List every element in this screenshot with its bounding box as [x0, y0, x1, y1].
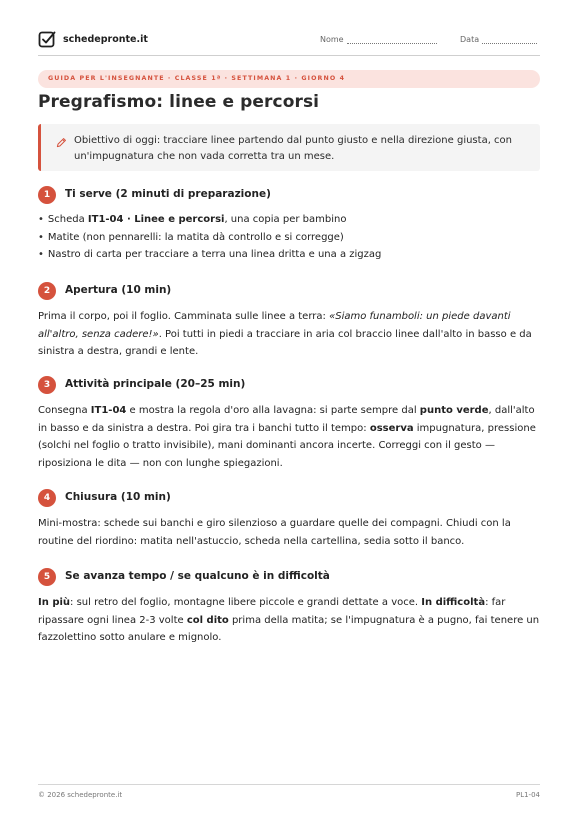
checkbox-document-icon [38, 30, 56, 48]
section-title: Chiusura (10 min) [65, 491, 171, 503]
objective-text: Obiettivo di oggi: tracciare linee partendo dal punto giusto e nella direzione giusta, con un'impugnatura che non vada corretta tra un mese. [74, 135, 513, 162]
page-header [38, 30, 540, 52]
section-title: Se avanza tempo / se qualcuno è in difficoltà [65, 570, 330, 582]
section-ti-serve [38, 186, 540, 264]
date-label: Data [460, 35, 480, 44]
footer-code: PL1-04 [515, 791, 540, 799]
header-divider [38, 55, 540, 56]
worksheet-page [38, 0, 540, 819]
section-attivita-principale [38, 376, 540, 473]
objective-box [38, 124, 540, 171]
section-number-badge: 1 [38, 186, 56, 204]
list-item: • Matite (non pennarelli: la matita dà controllo e si corregge) [38, 229, 540, 247]
section-text: Prima il corpo, poi il foglio. Camminata sulle linee a terra: «Siamo funamboli: un piede davanti all'altro, senza cadere!». Poi tutti in piedi a tracciare in aria col braccio linee dall'alto in basso e da sinistra a destra, grandi e lente. [38, 311, 532, 358]
section-text: Consegna IT1-04 e mostra la regola d'oro alla lavagna: si parte sempre dal punto verde, dall'alto in basso e da sinistra a destra. Poi gira tra i banchi tutto il tempo: osserva impugnatura, pressione (solchi nel foglio o tratto invisibile), mani dominanti ancora incerte. Correggi con il gesto — riposiziona le dita — non con lunghe spiegazioni. [38, 405, 536, 470]
guide-pill: GUIDA PER L'INSEGNANTE · CLASSE 1ª · SETTIMANA 1 · GIORNO 4 [38, 70, 540, 88]
date-field[interactable] [460, 35, 537, 44]
section-text: In più: sul retro del foglio, montagne libere piccole e grandi dettate a voce. In difficoltà: far ripassare ogni linea 2-3 volte col dito prima della matita; se l'impugnatura è a pugno, fai tenere un fazzolettino sotto anulare e mignolo. [38, 597, 540, 644]
brand-logo [38, 30, 148, 48]
section-title: Attività principale (20–25 min) [65, 378, 246, 390]
section-text: Mini-mostra: schede sui banchi e giro silenzioso a guardare quelle dei compagni. Chiudi con la routine del riordino: matita nell'astuccio, scheda nella cartellina, sedia sotto il banco. [38, 518, 511, 547]
pencil-icon [56, 137, 67, 148]
section-number-badge: 3 [38, 376, 56, 394]
name-field[interactable] [320, 35, 437, 44]
brand-name: schedepronte.it [63, 33, 148, 45]
section-chiusura [38, 489, 540, 550]
section-number-badge: 5 [38, 568, 56, 586]
footer-divider [38, 784, 540, 785]
footer-copyright: © 2026 schedepronte.it [38, 791, 123, 799]
name-line [347, 35, 437, 44]
date-line [482, 35, 537, 44]
section-title: Ti serve (2 minuti di preparazione) [65, 188, 271, 200]
section-title: Apertura (10 min) [65, 284, 172, 296]
materials-list [38, 211, 540, 264]
section-number-badge: 4 [38, 489, 56, 507]
page-title: Pregrafismo: linee e percorsi [38, 92, 320, 112]
section-se-avanza-tempo [38, 568, 540, 647]
list-item: • Nastro di carta per tracciare a terra una linea dritta e una a zigzag [38, 246, 540, 264]
section-apertura [38, 282, 540, 361]
section-number-badge: 2 [38, 282, 56, 300]
list-item: • Scheda IT1-04 · Linee e percorsi, una copia per bambino [38, 211, 540, 229]
name-label: Nome [320, 35, 344, 44]
